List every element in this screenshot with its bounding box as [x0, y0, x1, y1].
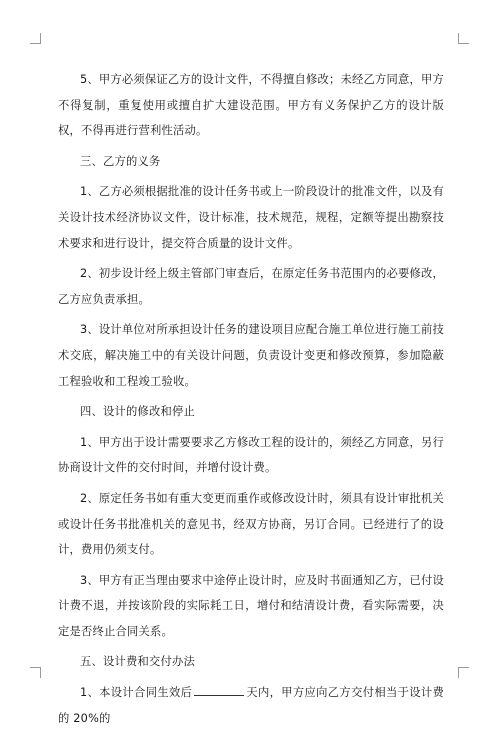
crop-mark-bottom-right [458, 667, 469, 678]
paragraph: 5、甲方必须保证乙方的设计文件，不得擅自修改；未经乙方同意，甲方不得复制，重复使用或擅自扩大建设范围。甲方有义务保护乙方的设计版权，不得再进行营利性活动。 [58, 73, 444, 138]
blank-suffix-text: 天内，甲方应向乙方交付相当于设计费的 20%的 [58, 686, 444, 725]
blank-prefix-text: 1、本设计合同生效后 [80, 686, 193, 700]
paragraph: 2、初步设计经上级主管部门审查后，在原定任务书范围内的必要修改，乙方应负责承担。 [58, 267, 444, 306]
paragraph: 3、设计单位对所承担设计任务的建设项目应配合施工单位进行施工前技术交底，解决施工中的有关设计问题，负责设计变更和修改预算，参加隐蔽工程验收和工程竣工验收。 [58, 323, 444, 388]
section-heading: 三、乙方的义务 [80, 154, 161, 168]
paragraph: 3、甲方有正当理由要求中途停止设计时，应及时书面通知乙方，已付设计费不退，并按该阶段的实际耗工日，增付和结清设计费，看实际需要，决定是否终止合同关系。 [58, 573, 444, 638]
paragraph: 2、原定任务书如有重大变更而重作或修改设计时，须具有设计审批机关或设计任务书批准机关的意见书，经双方协商，另订合同。已经进行了的设计，费用仍须支付。 [58, 491, 444, 557]
crop-mark-top-right [458, 33, 469, 44]
paragraph: 1、乙方必须根据批准的设计任务书或上一阶段设计的批准文件，以及有关设计技术经济协议文件，设计标准，技术规范，规程，定额等提出勘察技术要求和进行设计，提交符合质量的设计文件。 [58, 185, 444, 250]
section-heading: 五、设计费和交付办法 [80, 655, 195, 669]
crop-mark-bottom-left [30, 667, 41, 678]
fill-in-blank [194, 683, 244, 696]
section-heading: 四、设计的修改和停止 [80, 405, 195, 419]
paragraph: 1、甲方出于设计需要要求乙方修改工程的设计的，须经乙方同意，另行协商设计文件的交付时间，并增付设计费。 [58, 435, 444, 475]
paragraph-with-blank [58, 680, 444, 731]
crop-mark-top-left [30, 33, 41, 44]
document-body [58, 67, 444, 736]
